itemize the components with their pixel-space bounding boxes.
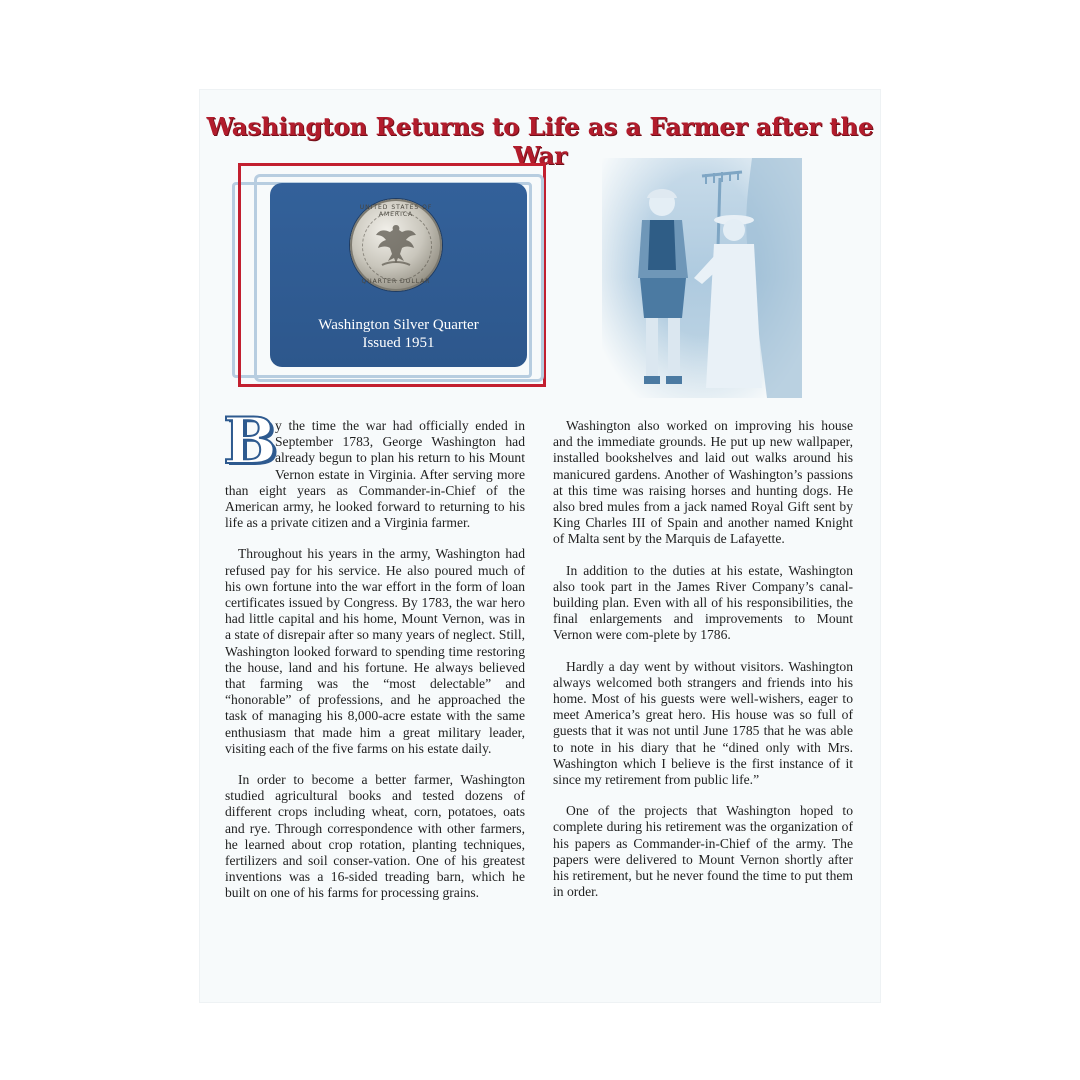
page-title: Washington Returns to Life as a Farmer after the War xyxy=(206,112,874,170)
article-paragraph: B y the time the war had officially ended in September 1783, George Washington had already begun to plan his return to his Mount Vernon estate in Virginia. After serving more than eight years as Commander-in-Chief of the American army, he looked forward to returning to his life as a private citizen and a Virginia farmer. xyxy=(223,404,525,531)
article-left-column xyxy=(223,404,525,917)
article-paragraph: In order to become a better farmer, Washington studied agricultural books and tested dozens of different crops including wheat, corn, potatoes, oats and rye. Through correspondence with other farmers, he learned about crop rotation, planting techniques, fertilizers and soil conser-vation. One of his greatest inventions was a 16-sided treading barn, which he built on one of his farms for processing grains. xyxy=(225,772,525,901)
coin-caption-year: Issued 1951 xyxy=(362,335,435,351)
coin-card xyxy=(270,183,527,367)
document-page xyxy=(200,90,880,1002)
article-paragraph: Hardly a day went by without visitors. Washington always welcomed both strangers and friends into his home. Most of his guests were well-wishers, eager to meet America’s great hero. His house was so full of guests that it was not until June 1785 that he was able to note in his diary that he “dined only with Mrs. Washington which I believe is the first instance of it since my retirement from public life.” xyxy=(553,658,853,788)
coin-caption xyxy=(270,316,527,352)
illustration-figures xyxy=(602,158,802,398)
coin-inscription-bottom: QUARTER DOLLAR xyxy=(361,278,431,285)
silver-quarter-coin xyxy=(350,199,442,291)
coin-inscription-top: UNITED STATES OF AMERICA xyxy=(359,204,433,218)
article-paragraph: Throughout his years in the army, Washington had refused pay for his service. He also poured much of his own fortune into the war effort in the form of loan certificates issued by Congress. By 1783, the war hero had little capital and his home, Mount Vernon, was in a state of disrepair after so many years of neglect. Still, Washington looked forward to spending time restoring the house, land and his fortune. He always believed that farming was the “most delectable” and “honorable” of professions, and he approached the task of managing his 8,000-acre estate with the same enthusiasm that made him a great military leader, visiting each of the five farms on his estate daily. xyxy=(225,546,525,756)
eagle-icon xyxy=(374,221,418,269)
article-paragraph: Washington also worked on improving his house and the immediate grounds. He put up new wallpaper, installed bookshelves and laid out walks around his manicured gardens. Another of Washington’s passions at this time was raising horses and hunting dogs. He also bred mules from a jack named Royal Gift sent by King Charles III of Spain and another named Knight of Malta sent by the Marquis de Lafayette. xyxy=(553,418,853,547)
farmers-illustration xyxy=(602,158,802,398)
drop-cap: B xyxy=(223,404,278,479)
article-paragraph: In addition to the duties at his estate, Washington also took part in the James River Company’s canal-building plan. Even with all of his responsibilities, the final enlargements and improvements to Mount Vernon were com-plete by 1786. xyxy=(553,562,853,643)
article-paragraph: One of the projects that Washington hoped to complete during his retirement was the organization of his papers as Commander-in-Chief of the army. The papers were delivered to Mount Vernon shortly after his retirement, but he never found the time to put them in order. xyxy=(553,803,853,900)
coin-caption-name: Washington Silver Quarter xyxy=(318,317,479,333)
article-right-column xyxy=(553,418,853,915)
